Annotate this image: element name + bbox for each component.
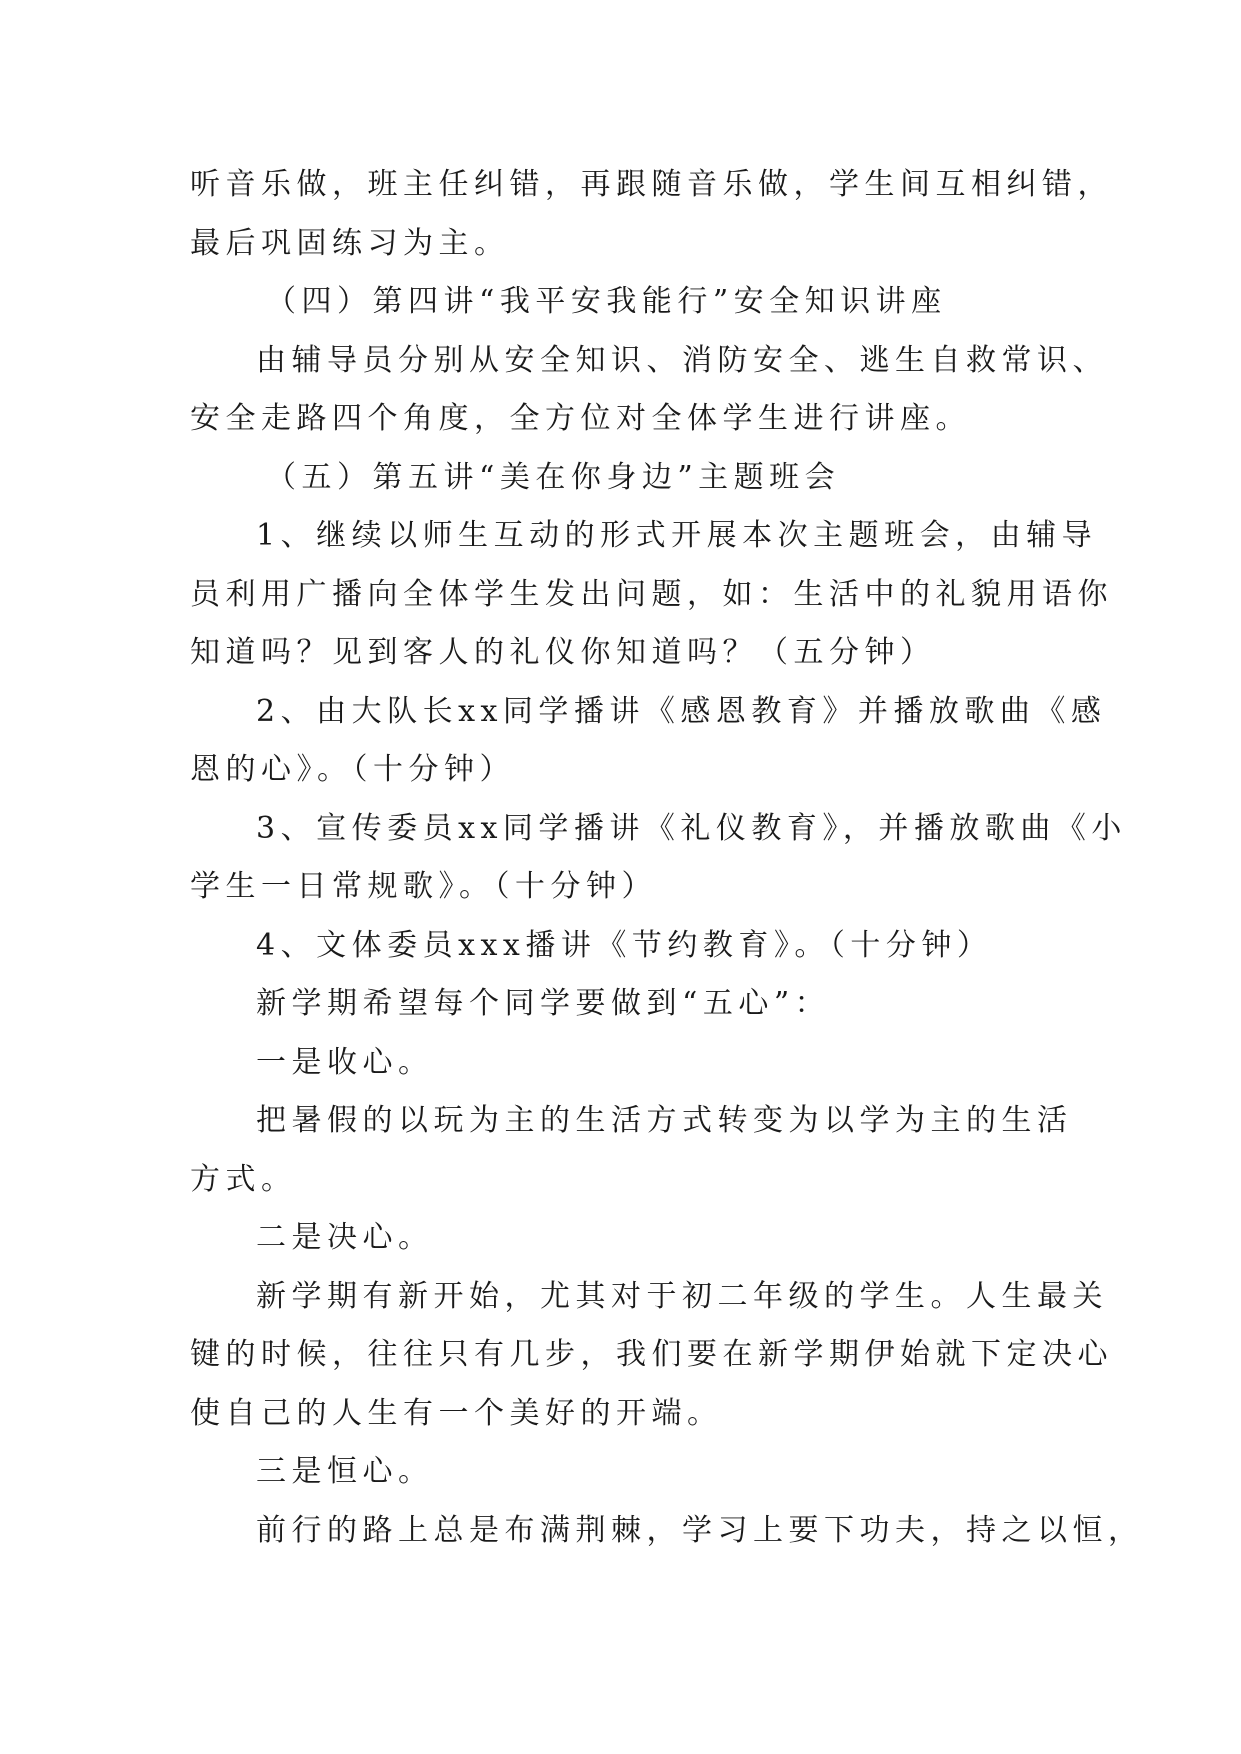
text-line: 由辅导员分别从安全知识、消防安全、逃生自救常识、 [256,342,1108,378]
text-line: 4、文体委员xxx播讲《节约教育》。（十分钟） [256,927,993,963]
section-heading: （四）第四讲“我平安我能行”安全知识讲座 [266,284,947,319]
text-line: 使自己的人生有一个美好的开端。 [190,1395,723,1431]
text-line: 三是恒心。 [256,1454,434,1489]
text-line: 把暑假的以玩为主的生活方式转变为以学为主的生活 [256,1103,1073,1138]
text-line: 3、宣传委员xx同学播讲《礼仪教育》，并播放歌曲《小 [256,810,1127,846]
text-line: 最后巩固练习为主。 [190,225,510,261]
text-line: 新学期有新开始，尤其对于初二年级的学生。人生最关 [256,1278,1108,1314]
text-line: 知道吗？见到客人的礼仪你知道吗？（五分钟） [190,635,936,670]
text-line: 员利用广播向全体学生发出问题，如：生活中的礼貌用语你 [190,576,1113,612]
text-line: 一是收心。 [256,1044,434,1080]
text-line: 二是决心。 [256,1220,434,1255]
section-heading: （五）第五讲“美在你身边”主题班会 [266,459,841,495]
text-line: 恩的心》。（十分钟） [190,752,515,787]
text-line: 新学期希望每个同学要做到“五心”： [256,986,831,1021]
text-line: 1、继续以师生互动的形式开展本次主题班会，由辅导 [256,518,1098,553]
text-line: 听音乐做，班主任纠错，再跟随音乐做，学生间互相纠错， [190,167,1113,202]
text-line: 2、由大队长xx同学播讲《感恩教育》并播放歌曲《感 [256,693,1107,729]
text-line: 键的时候，往往只有几步，我们要在新学期伊始就下定决心 [190,1337,1113,1372]
document-body [190,156,1144,1560]
text-line: 前行的路上总是布满荆棘，学习上要下功夫，持之以恒， [256,1512,1144,1548]
text-line: 安全走路四个角度，全方位对全体学生进行讲座。 [190,401,971,436]
text-line: 方式。 [190,1161,297,1197]
text-line: 学生一日常规歌》。（十分钟） [190,869,657,904]
